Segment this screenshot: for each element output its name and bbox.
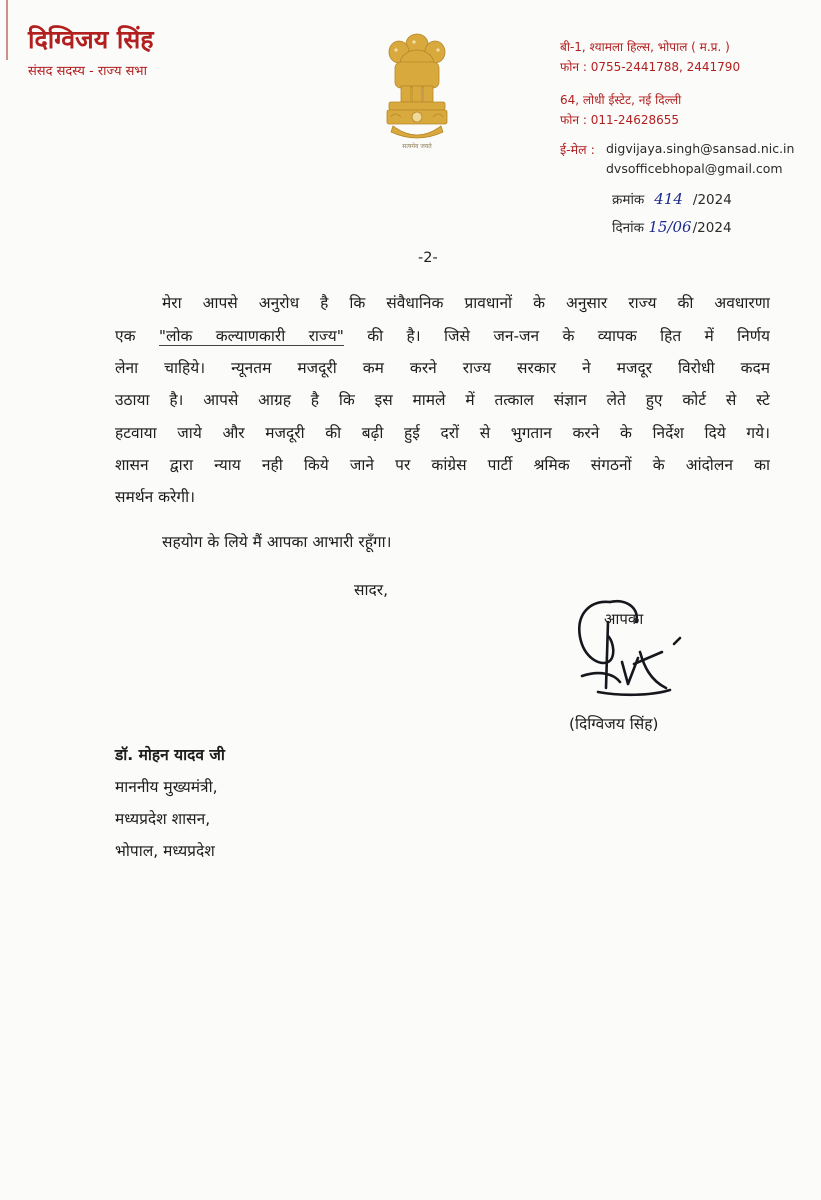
body-line: उठाया है। आपसे आग्रह है कि इस मामले में तत्काल संज्ञान लेते हुए कोर्ट से स्टे: [115, 391, 770, 409]
closing-salutation: सादर,: [354, 581, 388, 599]
email-secondary: dvsofficebhopal@gmail.com: [606, 161, 783, 176]
recipient-name: डॉ. मोहन यादव जी: [115, 746, 225, 764]
page-number: -2-: [418, 250, 438, 266]
reference-number: [612, 190, 732, 208]
reference-date: [612, 218, 732, 236]
body-line: [115, 326, 770, 346]
bhopal-phone: फोन : 0755-2441788, 2441790: [560, 60, 741, 74]
body-line: लेना चाहिये। न्यूनतम मजदूरी कम करने राज्य सरकार ने मजदूर विरोधी कदम: [115, 359, 770, 377]
closing-yours: आपका: [604, 610, 644, 628]
sender-designation: संसद सदस्य - राज्य सभा: [28, 64, 147, 79]
body-line: हटवाया जाये और मजदूरी की बढ़ी हुई दरों से भुगतान करने के निर्देश दिये गये।: [115, 424, 770, 442]
recipient-office: मध्यप्रदेश शासन,: [115, 810, 211, 828]
body-line: मेरा आपसे अनुरोध है कि संवैधानिक प्रावधानों के अनुसार राज्य की अवधारणा: [162, 294, 770, 312]
recipient-title: माननीय मुख्यमंत्री,: [115, 778, 218, 796]
reference-date-year: /2024: [692, 220, 732, 236]
body-line: शासन द्वारा न्याय नही किये जाने पर कांग्रेस पार्टी श्रमिक संगठनों के आंदोलन का: [115, 456, 770, 474]
email-label: ई-मेल :: [560, 142, 595, 157]
reference-date-value: 15/06: [648, 218, 692, 236]
welfare-state-quote: "लोक कल्याणकारी राज्य": [158, 327, 344, 345]
delhi-address: 64, लोधी ईस्टेट, नई दिल्ली: [560, 93, 682, 107]
page-edge-line: [6, 0, 8, 60]
delhi-phone: फोन : 011-24628655: [560, 113, 680, 127]
reference-date-label: दिनांक: [612, 220, 645, 236]
signatory-name: (दिग्विजय सिंह): [569, 715, 659, 733]
body-line-suffix: की है। जिसे जन-जन के व्यापक हित में निर्णय: [367, 327, 770, 345]
body-line: समर्थन करेगी।: [115, 488, 196, 506]
national-emblem-icon: [381, 30, 453, 142]
emblem-motto: सत्यमेव जयते: [402, 143, 432, 150]
recipient-place: भोपाल, मध्यप्रदेश: [115, 842, 215, 860]
reference-number-label: क्रमांक: [612, 192, 645, 208]
bhopal-address: बी-1, श्यामला हिल्स, भोपाल ( म.प्र. ): [560, 40, 730, 54]
email-primary: digvijaya.singh@sansad.nic.in: [606, 141, 795, 156]
reference-number-year: /2024: [692, 192, 732, 208]
body-line-prefix: एक: [115, 327, 136, 345]
thanks-line: सहयोग के लिये मैं आपका आभारी रहूँगा।: [162, 533, 392, 551]
sender-name: दिग्विजय सिंह: [28, 25, 154, 54]
reference-number-value: 414: [654, 190, 683, 208]
